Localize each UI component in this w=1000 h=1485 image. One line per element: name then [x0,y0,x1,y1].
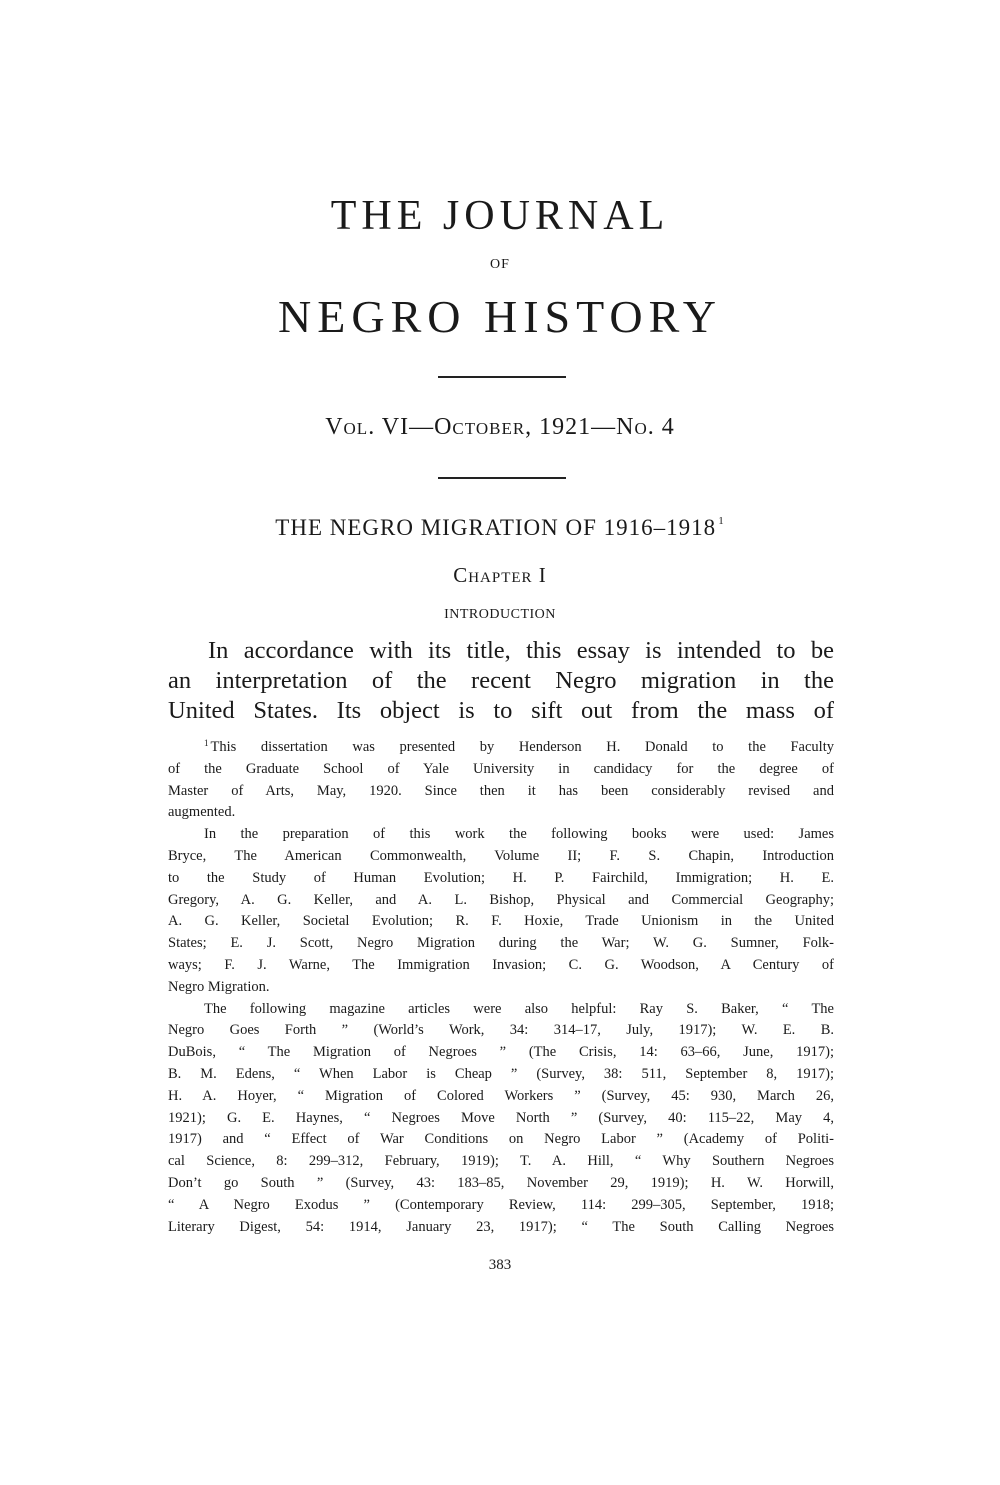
footnote-line: Gregory, A. G. Keller, and A. L. Bishop, Physical and Commercial Geography; [168,891,834,908]
footnote-line: In the preparation of this work the following books were used: James [204,826,834,843]
footnote-line: DuBois, “ The Migration of Negroes ” (The Crisis, 14: 63–66, June, 1917); [168,1044,834,1061]
footnote-line: augmented. [168,804,236,821]
bottom-divider-rule [438,477,566,479]
footnote-line: Bryce, The American Commonwealth, Volume II; F. S. Chapin, Introduction [168,847,834,864]
article-title-footnote-mark: 1 [718,515,725,527]
footnote-line: Master of Arts, May, 1920. Since then it has been considerably revised and [168,782,834,799]
article-title [0,506,1000,543]
footnote-line: cal Science, 8: 299–312, February, 1919); T. A. Hill, “ Why Southern Negroes [168,1153,834,1170]
footnote-line: Negro Migration. [168,978,270,995]
footnote-line: Negro Goes Forth ” (World’s Work, 34: 314–17, July, 1917); W. E. B. [168,1022,834,1039]
footnote-line: The following magazine articles were also helpful: Ray S. Baker, “ The [204,1000,834,1017]
footnote-line: to the Study of Human Evolution; H. P. Fairchild, Immigration; H. E. [168,869,834,886]
journal-title: THE JOURNAL [330,193,670,239]
body-line: In accordance with its title, this essay is intended to be [208,637,834,664]
footnote-line [168,733,834,759]
footnote-line: Don’t go South ” (Survey, 43: 183–85, November 29, 1919); H. W. Horwill, [168,1174,834,1191]
footnotes [168,733,834,1238]
footnote-line-text: This dissertation was presented by Henderson H. Donald to the Faculty [210,739,834,755]
footnote-line: Literary Digest, 54: 1914, January 23, 1917); “ The South Calling Negroes [168,1218,834,1235]
body-line: an interpretation of the recent Negro migration in the [168,667,834,694]
footnote-line: “ A Negro Exodus ” (Contemporary Review, 114: 299–305, September, 1918; [168,1196,834,1213]
footnote-line: States; E. J. Scott, Negro Migration during the War; W. G. Sumner, Folk- [168,935,834,952]
page-number: 383 [488,1257,512,1273]
footnote-line: A. G. Keller, Societal Evolution; R. F. Hoxie, Trade Unionism in the United [168,913,834,930]
footnote-line: B. M. Edens, “ When Labor is Cheap ” (Survey, 38: 511, September 8, 1917); [168,1065,834,1082]
body-line: United States. Its object is to sift out from the mass of [168,697,834,724]
footnote-mark: 1 [204,738,209,748]
footnote-line: H. A. Hoyer, “ Migration of Colored Workers ” (Survey, 45: 930, March 26, [168,1087,834,1104]
footnote-line: ways; F. J. Warne, The Immigration Invasion; C. G. Woodson, A Century of [168,956,834,973]
issue-line: Vol. VI—October, 1921—No. 4 [325,414,675,440]
top-divider-rule [438,376,566,378]
journal-title-of: OF [490,257,510,272]
body-paragraph [168,636,834,726]
article-title-text: THE NEGRO MIGRATION OF 1916–1918 [275,515,717,540]
footnote-line: 1917) and “ Effect of War Conditions on Negro Labor ” (Academy of Politi- [168,1131,834,1148]
journal-subtitle: NEGRO HISTORY [278,291,722,342]
section-heading: INTRODUCTION [444,607,556,622]
footnote-line: 1921); G. E. Haynes, “ Negroes Move North ” (Survey, 40: 115–22, May 4, [168,1109,834,1126]
footnote-line: of the Graduate School of Yale University in candidacy for the degree of [168,760,834,777]
chapter-heading: Chapter I [453,563,547,587]
